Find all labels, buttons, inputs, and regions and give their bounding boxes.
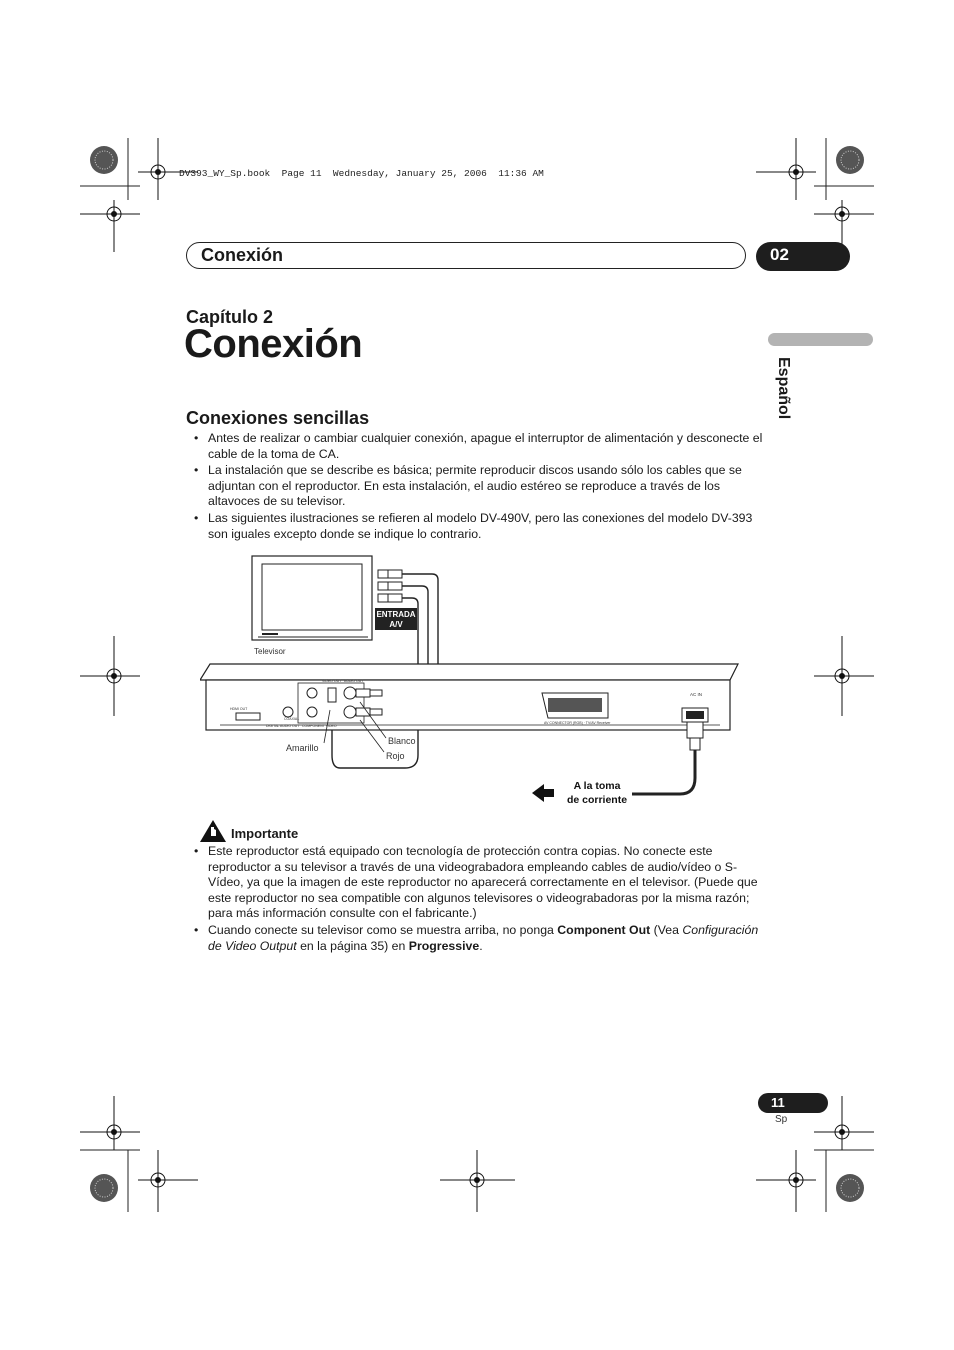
page-language-code: Sp [775,1114,788,1125]
setting-name-component-out: Component Out [557,922,651,937]
warning-hand-icon [199,819,227,843]
language-tab-label: Español [775,357,792,420]
coaxial-label: COAXIAL [284,717,300,721]
scart-label: AV CONNECTOR (RGB) · TV/AV Receiver [544,721,611,725]
power-cord [632,722,703,794]
connection-diagram [200,550,760,810]
tv-input-label-2: A/V [389,620,403,629]
intro-bullet-list [192,431,764,543]
page-number: 11 [758,1093,828,1113]
tv-label: Televisor [254,647,286,656]
list-item: • Antes de realizar o cambiar cualquier conexión, apague el interruptor de alimentación y desconecte el cable de la toma de CA. [192,431,764,462]
component-video-label: COMPONENT VIDEO [302,724,337,728]
running-header [186,242,746,269]
audio-out-label: AUDIO OUT [344,679,364,683]
chapter-number-badge: 02 [756,242,850,271]
page-title: Conexión [184,322,363,366]
ac-in-label: AC IN [689,692,703,697]
hdmi-label: HDMI OUT [230,707,248,711]
section-title: Conexiones sencillas [186,408,370,428]
list-item [192,923,764,954]
white-cable-label: Blanco [388,736,416,746]
language-tab-bar [768,333,873,346]
power-outlet-label-1: A la toma [573,780,621,792]
dvd-player-illustration [200,664,738,730]
running-header-title: Conexión [201,245,284,265]
tv-input-label-1: ENTRADA [376,610,416,619]
note-text: Cuando conecte su televisor como se muestra arriba, no ponga [208,922,558,937]
chapter-label: Capítulo 2 [186,307,274,327]
tv-input-jacks [378,570,402,602]
arrow-left-icon [532,784,554,802]
tv-illustration [252,556,372,640]
note-text: (Vea [650,922,683,937]
file-info-line: DV393_WY_Sp.book Page 11 Wednesday, January 25, 2006 11:36 AM [179,168,544,179]
setting-value-progressive: Progressive [408,938,480,953]
note-text: en la página 35) en [296,938,409,953]
list-item: • Las siguientes ilustraciones se refieren al modelo DV-490V, pero las conexiones del modelo DV-393 son iguales excepto donde se indique lo contrario. [192,511,764,542]
yellow-cable-label: Amarillo [286,743,319,753]
red-cable-label: Rojo [386,751,405,761]
digital-audio-out-label: DIGITAL AUDIO OUT [266,724,300,728]
list-item: • La instalación que se describe es básica; permite reproducir discos usando sólo los cables que se adjuntan con el reproductor. En esta instalación, el audio estéreo se reproduce a través de los altavoces de su televisor. [192,463,764,510]
list-item: • Este reproductor está equipado con tecnología de protección contra copias. No conecte este reproductor a su televisor a través de una videograbadora empleando cables de audio/vídeo o S-Vídeo, ya que la imagen de este reproductor no aparecerá correctamente en el televisor. (Puede que este reproductor no sea compatible con algunos televisores o videograbadoras por la misma razón; para más información consulte con el fabricante.) [192,844,764,922]
important-label: Importante [231,826,299,841]
power-outlet-label-2: de corriente [566,794,628,806]
note-text: . [479,938,483,953]
cross-reference: Configuración de Video Output [208,922,759,953]
video-out-label: VIDEO OUT [322,679,342,683]
important-bullet-list [192,844,764,955]
